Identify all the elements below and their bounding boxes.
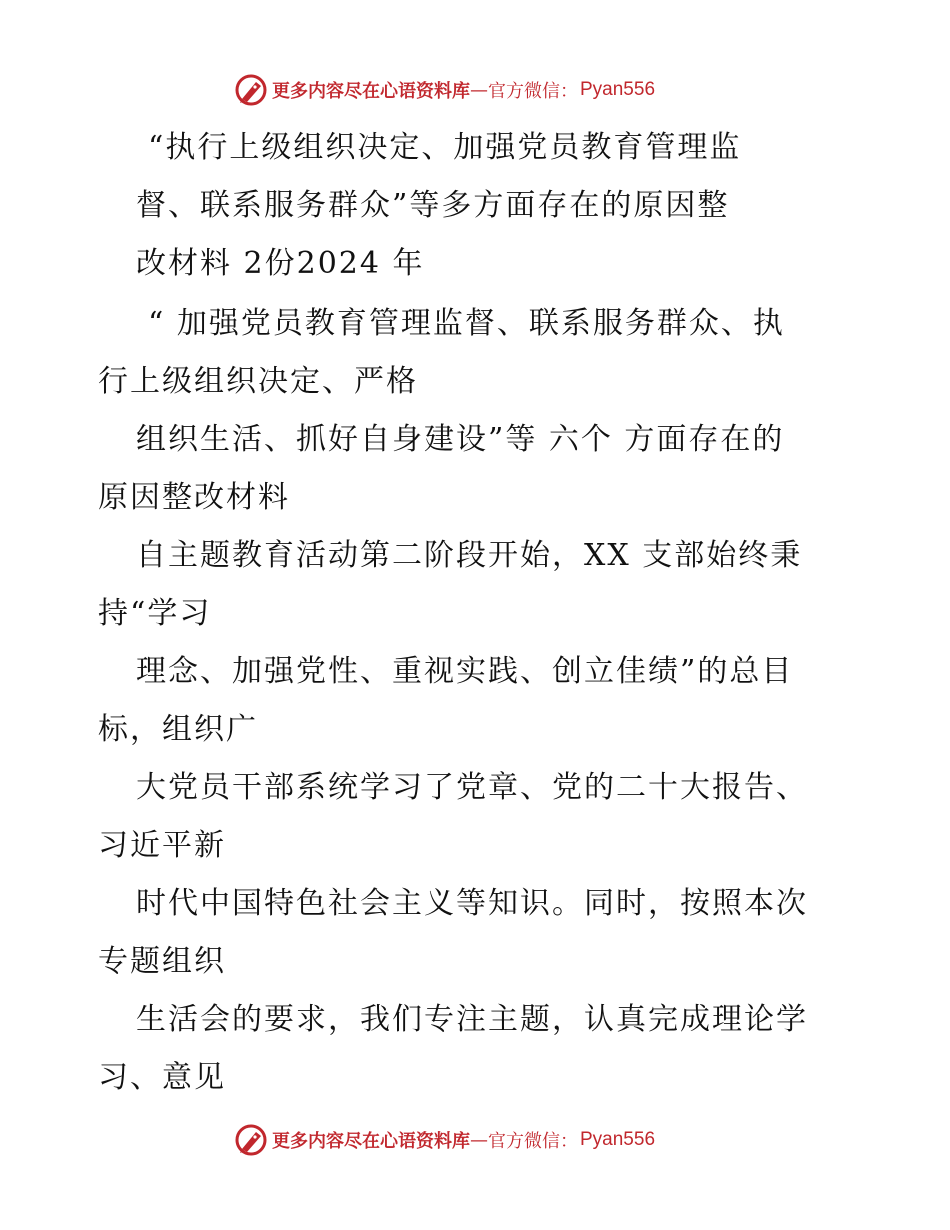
pen-nib-logo-icon bbox=[234, 73, 268, 107]
pen-nib-logo-icon bbox=[234, 1123, 268, 1157]
header-banner bbox=[234, 70, 655, 110]
banner-wechat-label: 官方微信： bbox=[488, 81, 578, 102]
text-line-6: 组织生活、抓好自身建设”等 六个 方面存在的 bbox=[136, 422, 785, 457]
text-line-9: 持“学习 bbox=[98, 596, 212, 631]
banner-dash: — bbox=[470, 1129, 488, 1151]
text-line-8: 自主题教育活动第二阶段开始，XX 支部始终秉 bbox=[136, 538, 803, 573]
text-line-15: 专题组织 bbox=[98, 944, 226, 979]
text-line-1: “执行上级组织决定、加强党员教育管理监 bbox=[148, 130, 742, 165]
text-line-11: 标，组织广 bbox=[98, 712, 258, 747]
text-line-2: 督、联系服务群众”等多方面存在的原因整 bbox=[136, 188, 730, 223]
banner-wechat-id: Pyan556 bbox=[580, 1129, 656, 1150]
banner-wechat-id: Pyan556 bbox=[580, 79, 656, 100]
banner-wechat-label: 官方微信： bbox=[488, 1131, 578, 1152]
banner-main-text: 更多内容尽在心语资料库 bbox=[272, 81, 470, 102]
text-line-3: 改材料 2份2024 年 bbox=[136, 246, 425, 281]
text-line-10: 理念、加强党性、重视实践、创立佳绩”的总目 bbox=[136, 654, 794, 689]
text-line-17: 习、意见 bbox=[98, 1060, 226, 1095]
text-line-13: 习近平新 bbox=[98, 828, 226, 863]
footer-banner bbox=[234, 1120, 655, 1160]
banner-main-text: 更多内容尽在心语资料库 bbox=[272, 1131, 470, 1152]
text-line-5: 行上级组织决定、严格 bbox=[98, 364, 418, 399]
text-line-4: “ 加强党员教育管理监督、联系服务群众、执 bbox=[148, 306, 785, 341]
text-line-12: 大党员干部系统学习了党章、党的二十大报告、 bbox=[136, 770, 808, 805]
text-line-14: 时代中国特色社会主义等知识。同时，按照本次 bbox=[136, 886, 808, 921]
text-line-16: 生活会的要求，我们专注主题，认真完成理论学 bbox=[136, 1002, 808, 1037]
banner-dash: — bbox=[470, 79, 488, 101]
text-line-7: 原因整改材料 bbox=[98, 480, 290, 515]
